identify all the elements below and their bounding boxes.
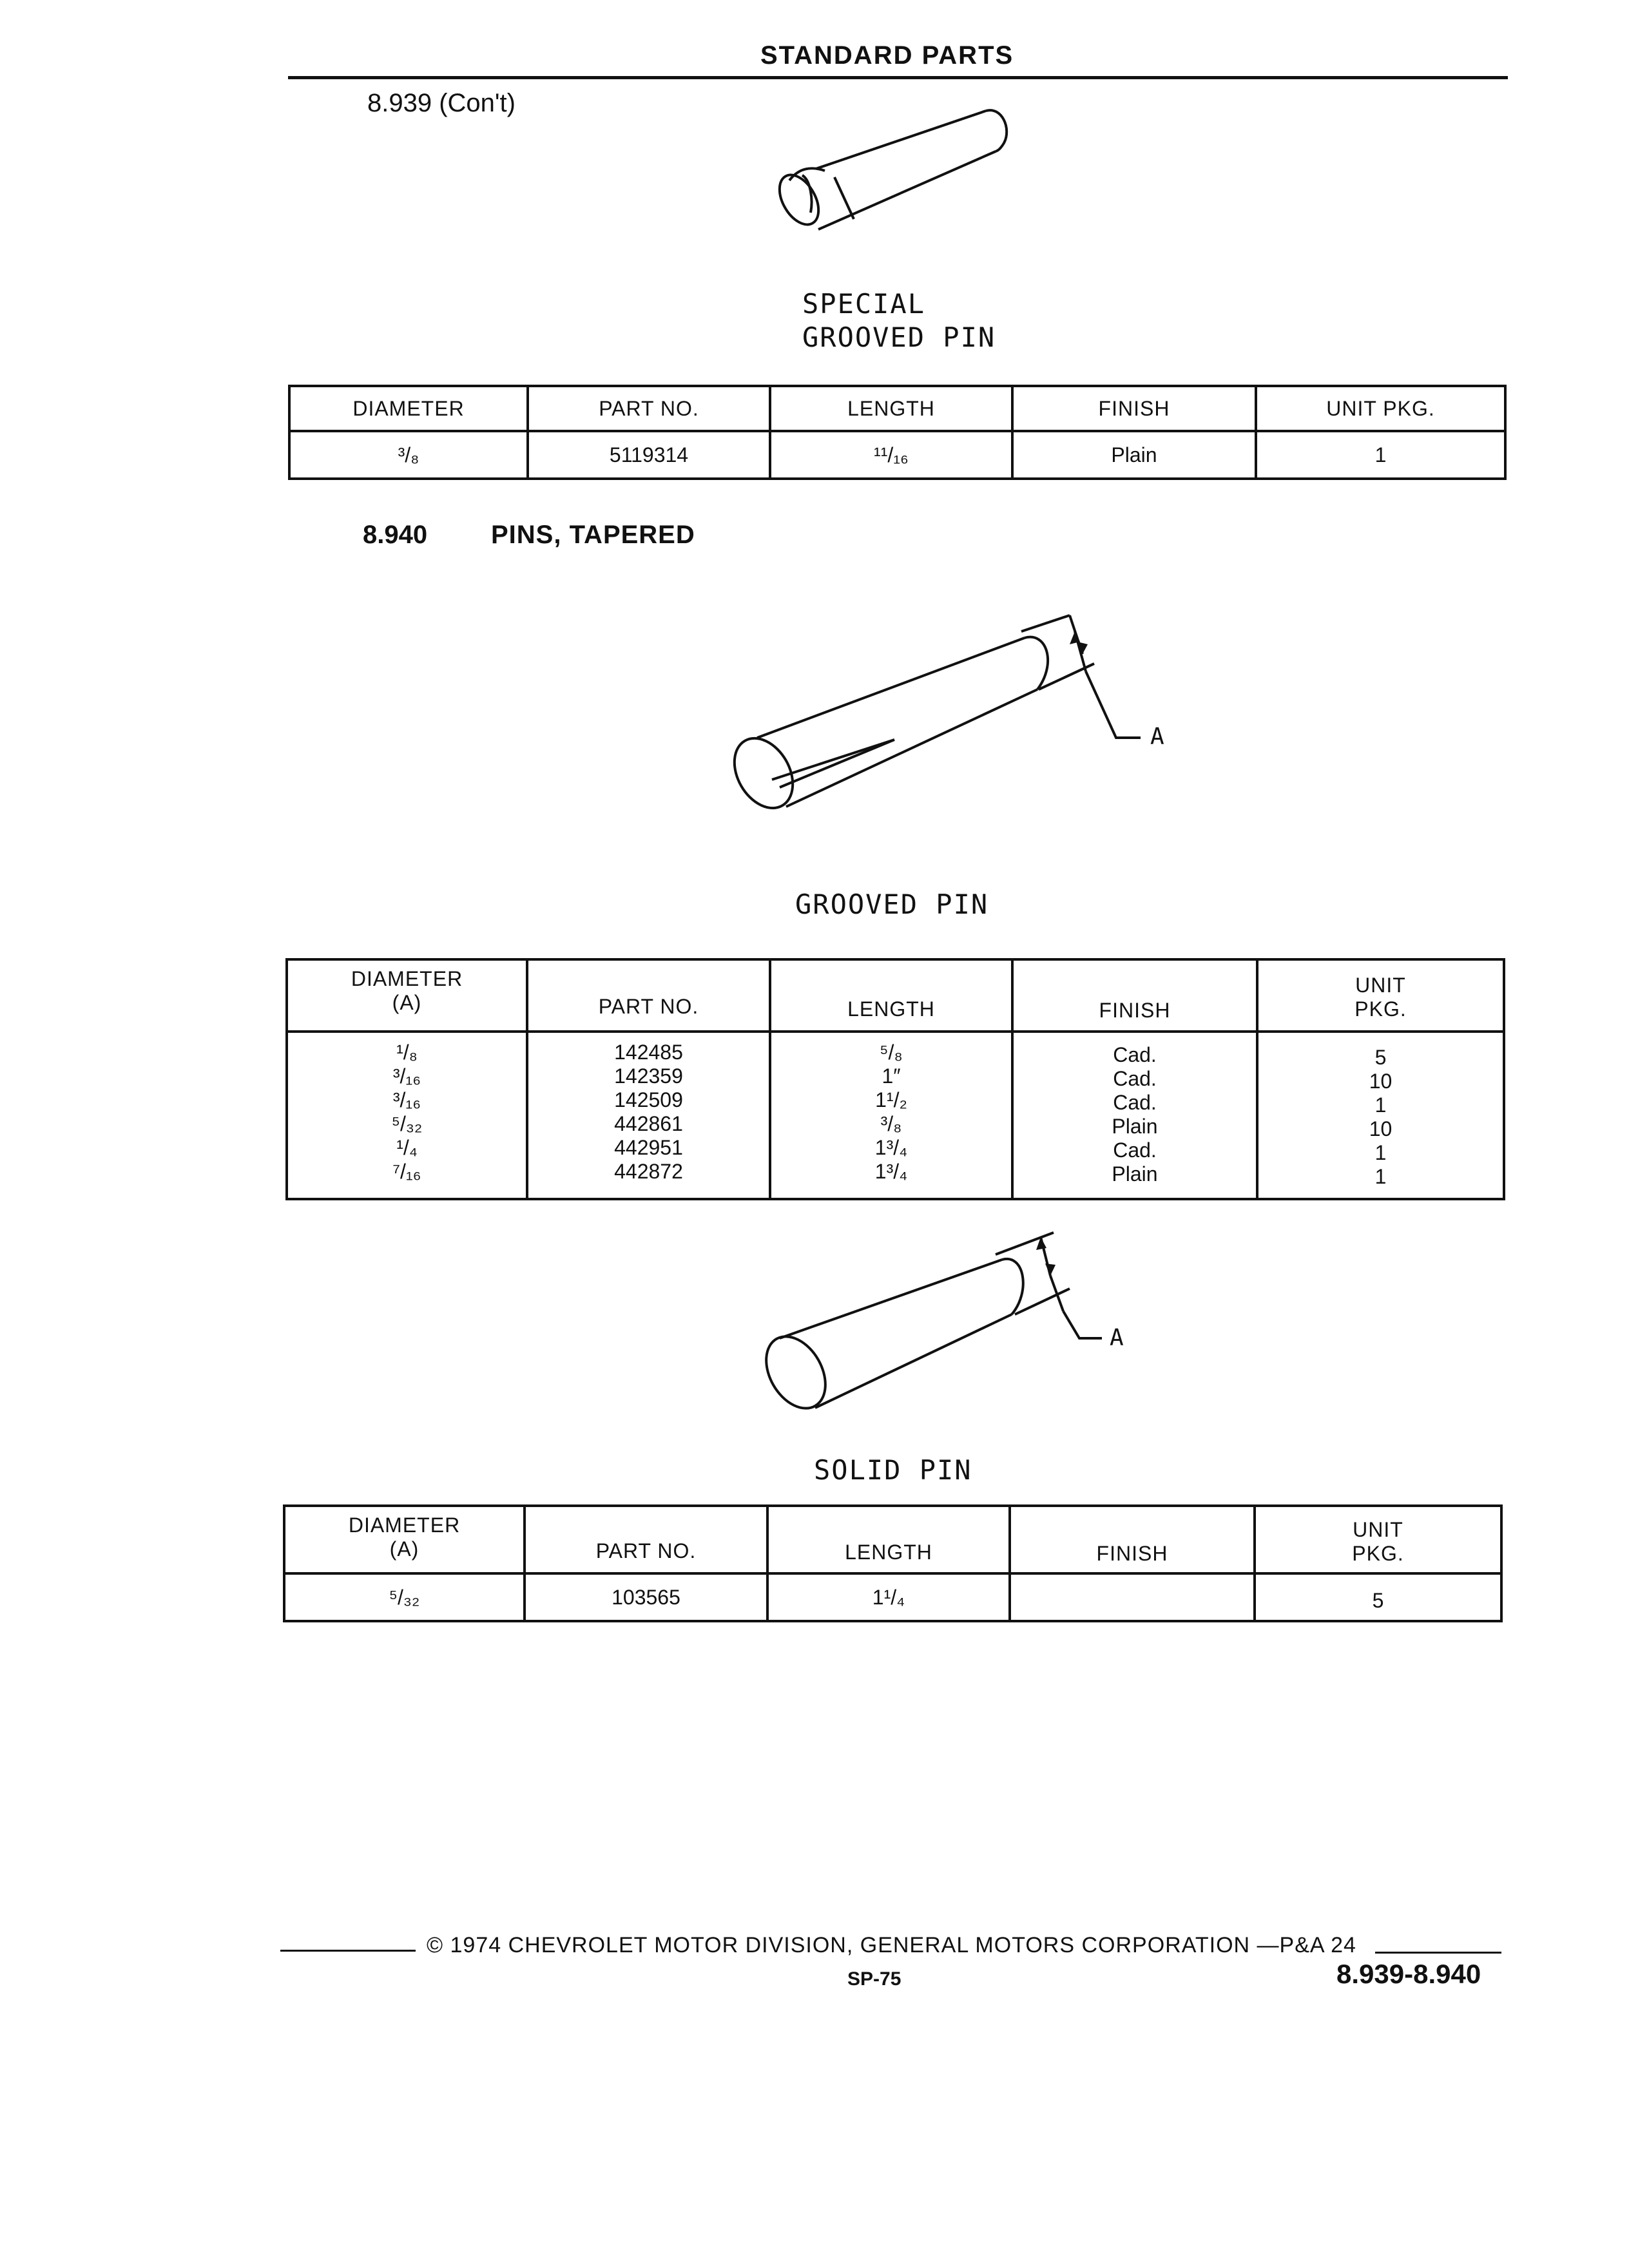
col-length: LENGTH [767,1506,1010,1573]
cell-part-no: 103565 [525,1573,767,1621]
table-row-group [287,1032,1504,1199]
col-part-no: PART NO. [525,1506,767,1573]
footer-rule-right [1375,1952,1501,1954]
cell-unit-pkg: 1 [1256,431,1505,479]
cell-diameter: ³/₈ [289,431,528,479]
cell-length: 1¹/₄ [767,1573,1010,1621]
list-item: 10 [1369,1117,1393,1140]
col-length: LENGTH [770,959,1012,1032]
col-unit-pkg: UNIT PKG. [1255,1506,1501,1573]
cell-length: ¹¹/₁₆ [770,431,1012,479]
list-item: 1 [1374,1093,1387,1117]
list-item: 442872 [614,1160,683,1183]
col-diameter: DIAMETER (A) [287,959,527,1032]
table-header-row [289,386,1505,431]
list-item: ³/₁₆ [392,1064,421,1088]
list-item: 1″ [882,1064,901,1088]
col-finish: FINISH [1012,386,1256,431]
section-number: 8.940 [363,521,428,549]
grooved-pin-caption: GROOVED PIN [795,889,989,920]
special-grooved-pin-caption [802,287,996,354]
part-no-values [527,1032,770,1199]
list-item: 142509 [614,1088,683,1111]
col-unit-pkg: UNIT PKG. [1256,386,1505,431]
page-header-title: STANDARD PARTS [760,41,1014,70]
list-item: ³/₁₆ [392,1088,421,1111]
list-item: Cad. [1113,1043,1157,1066]
list-item: 142359 [614,1064,683,1088]
col-part-no: PART NO. [527,959,770,1032]
list-item: 1³/₄ [874,1136,908,1159]
list-item: 442861 [614,1112,683,1135]
list-item: 1 [1374,1141,1387,1164]
list-item: 10 [1369,1070,1393,1093]
grooved-pin-dimension-label: A [1150,724,1164,750]
section-title: PINS, TAPERED [491,521,695,549]
grooved-pin-illustration [722,599,1186,812]
page-section-range: 8.939-8.940 [1336,1959,1481,1989]
list-item: ¹/₄ [396,1136,418,1159]
sheet-number: SP-75 [847,1968,901,1990]
list-item: ¹/₈ [396,1041,418,1064]
footer-rule-left [280,1950,416,1952]
finish-values [1012,1032,1257,1199]
col-finish: FINISH [1010,1506,1255,1573]
special-grooved-pin-illustration [773,103,1031,251]
col-diameter: DIAMETER (A) [284,1506,525,1573]
col-part-no: PART NO. [528,386,770,431]
continued-section-ref: 8.939 (Con't) [367,89,516,117]
list-item: 1 [1374,1165,1387,1188]
cell-part-no: 5119314 [528,431,770,479]
list-item: 442951 [614,1136,683,1159]
solid-pin-illustration [747,1221,1147,1427]
list-item: ⁵/₃₂ [391,1112,423,1135]
list-item: Plain [1112,1162,1158,1186]
list-item: 1¹/₂ [875,1088,907,1111]
caption-line-1: SPECIAL [802,288,926,320]
solid-pin-caption: SOLID PIN [814,1454,972,1486]
solid-pin-table [283,1504,1503,1622]
list-item: Plain [1112,1115,1158,1138]
cell-finish: Plain [1012,431,1256,479]
list-item: 1³/₄ [874,1160,908,1183]
length-values [770,1032,1012,1199]
table-row [284,1573,1501,1621]
list-item: 5 [1374,1046,1387,1069]
list-item: ⁷/₁₆ [392,1160,421,1183]
list-item: 142485 [614,1041,683,1064]
table-header-row [287,959,1504,1032]
list-item: Cad. [1113,1091,1157,1114]
table-row [289,431,1505,479]
cell-finish [1010,1573,1255,1621]
col-finish: FINISH [1012,959,1257,1032]
grooved-pin-table [285,958,1505,1200]
cell-diameter: ⁵/₃₂ [284,1573,525,1621]
table-header-row [284,1506,1501,1573]
solid-pin-dimension-label: A [1110,1325,1124,1351]
list-item: ⁵/₈ [880,1041,903,1064]
header-rule [288,76,1508,79]
list-item: Cad. [1113,1139,1157,1162]
col-unit-pkg: UNIT PKG. [1257,959,1504,1032]
special-grooved-pin-table [288,385,1507,480]
diameter-values [287,1032,527,1199]
copyright-notice: © 1974 CHEVROLET MOTOR DIVISION, GENERAL MOTORS CORPORATION —P&A 24 [427,1933,1356,1957]
col-length: LENGTH [770,386,1012,431]
caption-line-2: GROOVED PIN [802,322,996,353]
list-item: Cad. [1113,1067,1157,1090]
list-item: ³/₈ [880,1112,902,1135]
cell-unit-pkg: 5 [1255,1573,1501,1621]
unit-pkg-values [1257,1032,1504,1199]
col-diameter: DIAMETER [289,386,528,431]
